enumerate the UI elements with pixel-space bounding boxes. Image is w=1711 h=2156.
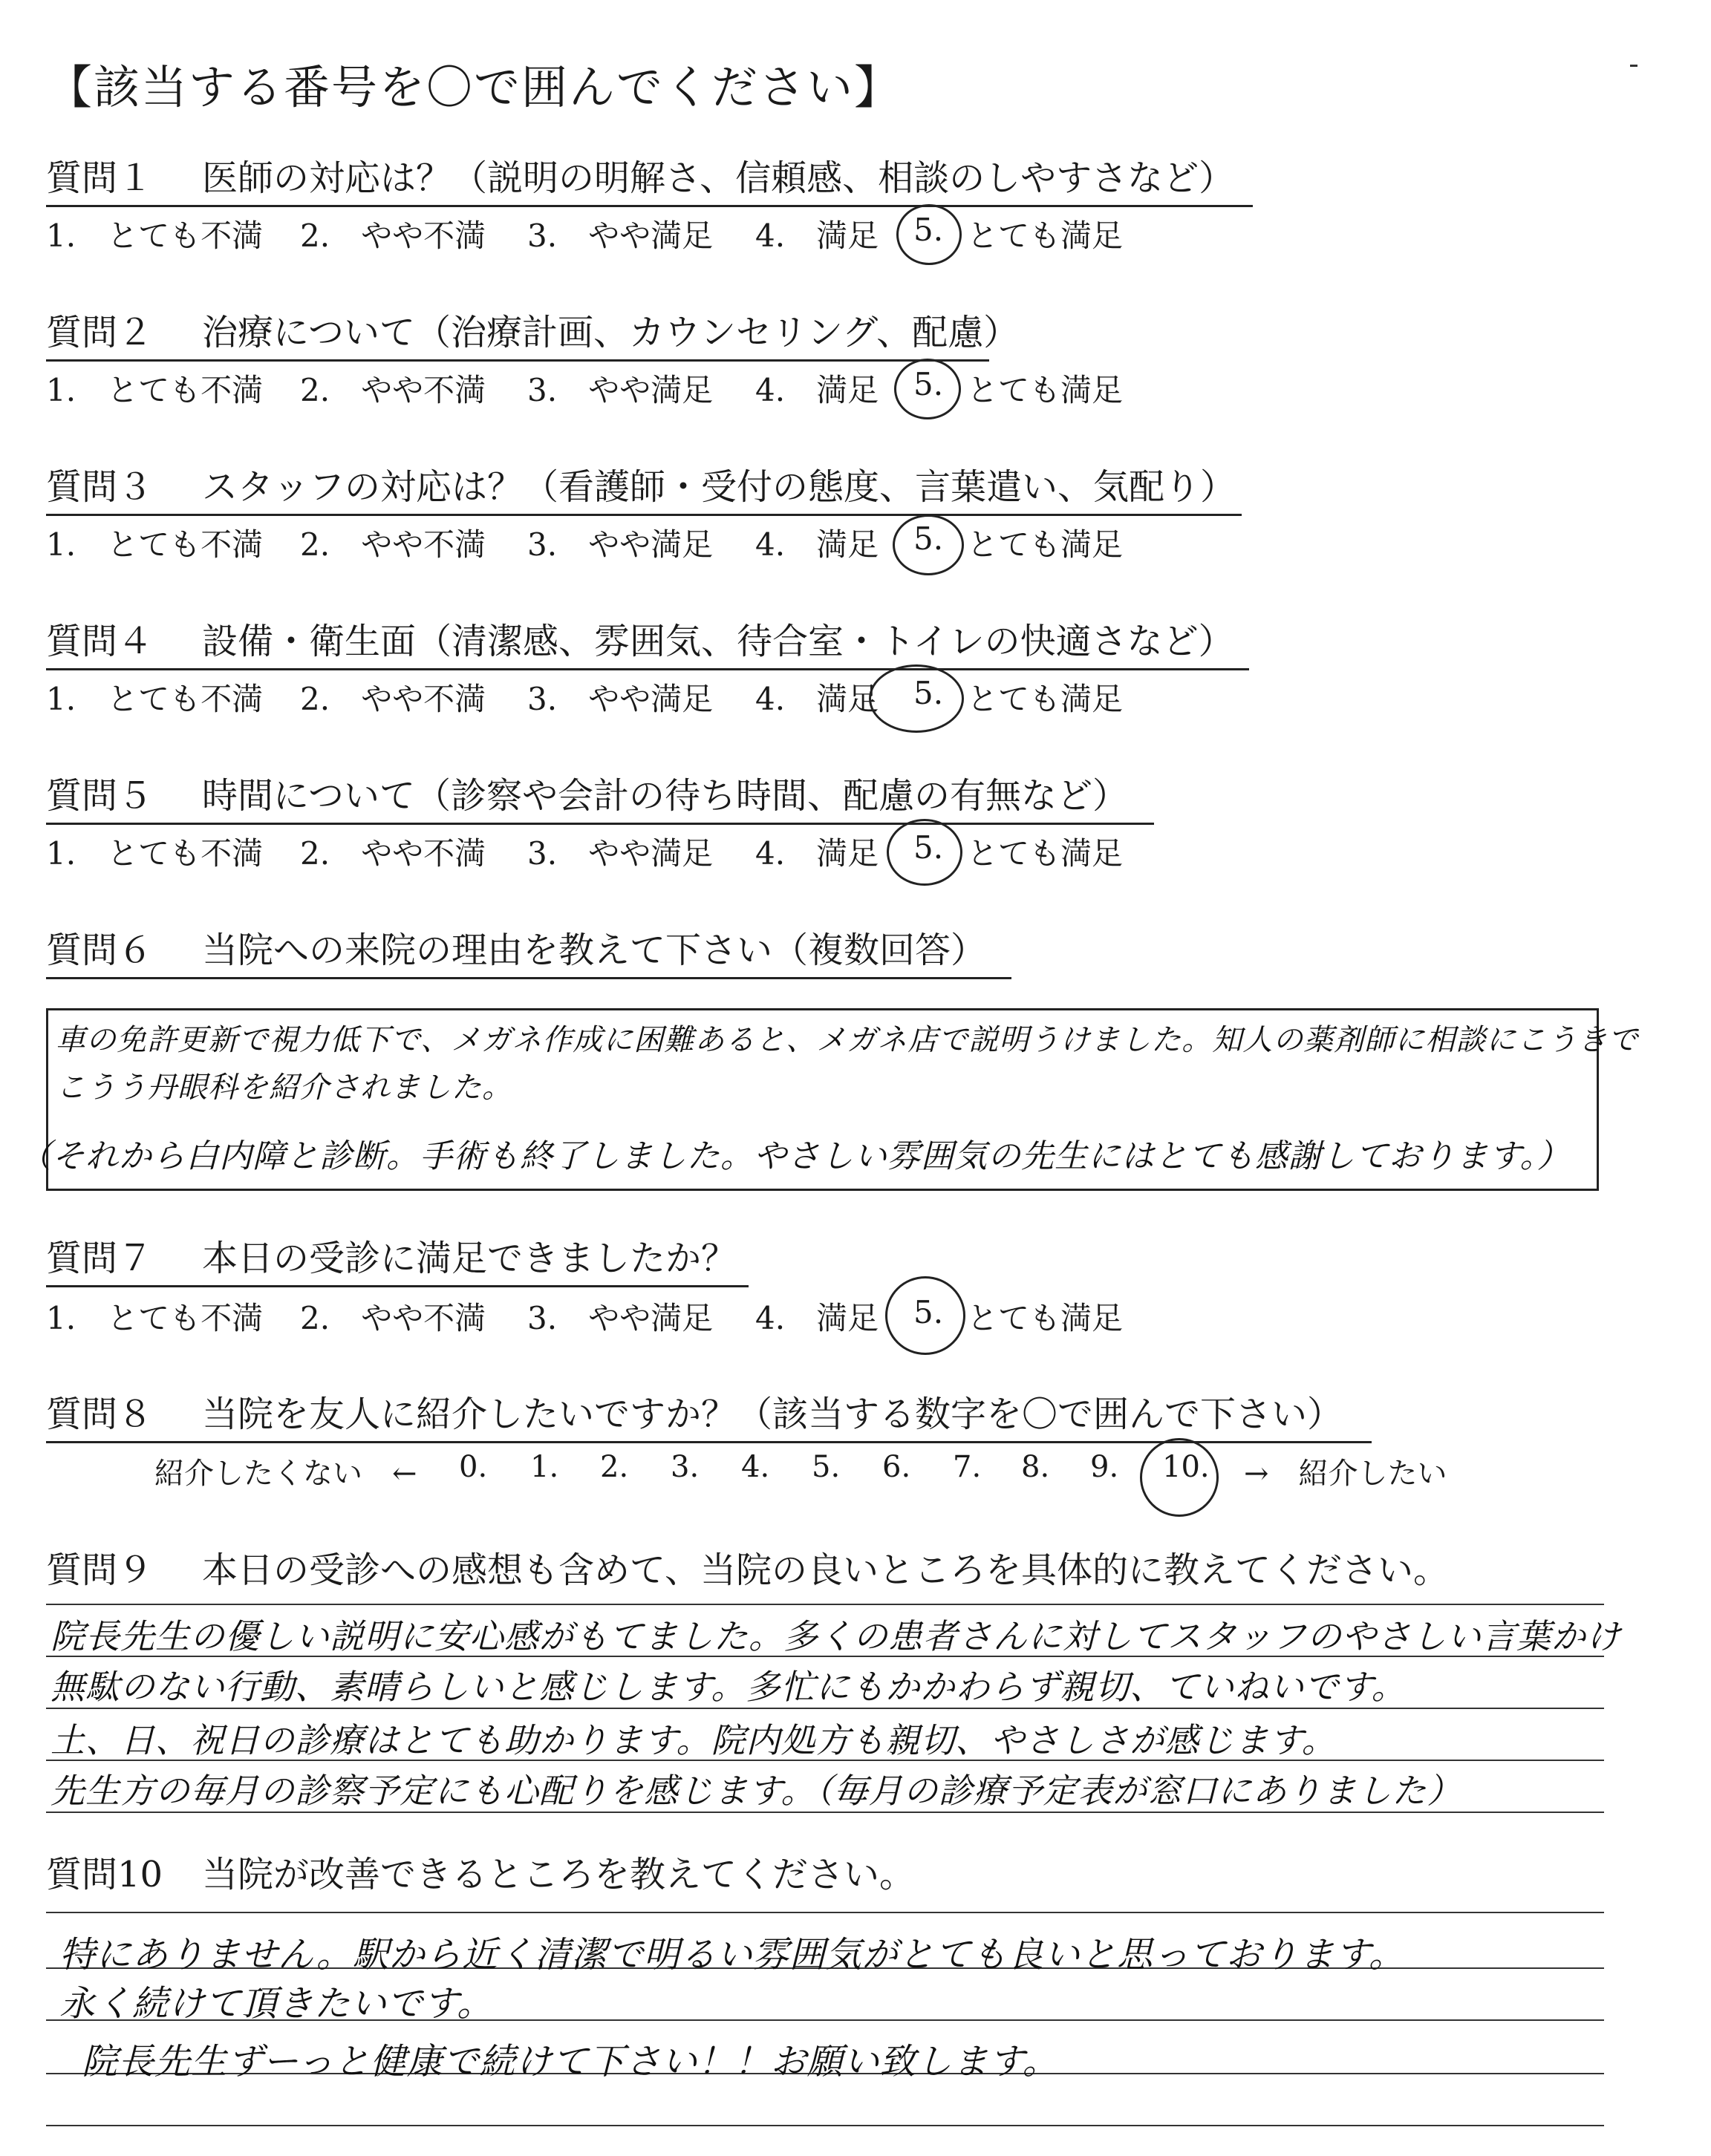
question-8 [46,1392,1372,1443]
q4-options [46,675,1160,719]
question-text: 本日の受診に満足できましたか？ [202,1238,737,1279]
handwritten-line: 院長先生の優しい説明に安心感がもてました。多くの患者さんに対してスタッフのやさしい言葉かけ [50,1616,1621,1656]
option-5[interactable]: 5. [913,520,944,557]
option-2[interactable]: 2. やや不満 [300,1300,486,1336]
question-number: 質問10 [46,1854,163,1895]
handwritten-line: 無駄のない行動、素晴らしいと感じします。多忙にもかかわらず親切、ていねいです。 [50,1667,1407,1707]
option-3[interactable]: 3. やや満足 [527,372,714,408]
q1-options [46,212,1160,256]
option-3[interactable]: 3. やや満足 [527,681,714,717]
scale-2[interactable]: 2. [600,1450,629,1484]
scale-9[interactable]: 9. [1090,1450,1119,1484]
scale-1[interactable]: 1. [530,1450,559,1484]
option-5-label: とても満足 [967,1300,1124,1336]
selection-circle [893,514,964,575]
question-text: 本日の受診への感想も含めて、当院の良いところを具体的に教えてください。 [202,1549,1450,1591]
scale-5[interactable]: 5. [812,1450,841,1484]
question-text: 当院が改善できるところを教えてください。 [202,1854,916,1895]
scale-4[interactable]: 4. [741,1450,770,1484]
option-5[interactable]: 5. [913,829,944,866]
option-4[interactable]: 4. 満足 [755,835,879,872]
selection-circle [1140,1438,1219,1517]
handwritten-line: 車の免許更新で視力低下で、メガネ作成に困難あると、メガネ店で説明うけました。知人の薬剤師に相談にこうきで [56,1023,1639,1057]
handwritten-line: 土、日、祝日の診療はとても助かります。院内処方も親切、やさしさが感じます。 [50,1720,1337,1760]
handwritten-line: 特にありません。駅から近く清潔で明るい雰囲気がとても良いと思っております。 [59,1934,1406,1976]
question-7 [46,1236,749,1287]
selection-circle [887,819,962,886]
question-text: 医師の対応は？（説明の明解さ、信頼感、相談のしやすさなど） [202,157,1235,199]
option-5-label: とても満足 [967,218,1124,254]
option-2[interactable]: 2. やや不満 [300,218,486,254]
option-2[interactable]: 2. やや不満 [300,835,486,872]
option-1[interactable]: 1. とても不満 [46,1300,264,1336]
handwritten-line: こうう丹眼科を紹介されました。 [56,1071,512,1105]
option-5-label: とても満足 [967,526,1124,563]
question-text: 当院を友人に紹介したいですか？（該当する数字を〇で囲んで下さい） [202,1394,1343,1435]
handwritten-line: （それから白内障と診断。手術も終了しました。やさしい雰囲気の先生にはとても感謝しております。） [19,1137,1571,1175]
scale-6[interactable]: 6. [882,1450,911,1484]
option-5[interactable]: 5. [913,675,944,711]
question-4 [46,619,1249,670]
option-3[interactable]: 3. やや満足 [527,218,714,254]
q3-options [46,520,1160,565]
scale-3[interactable]: 3. [671,1450,700,1484]
question-number: 質問８ [46,1394,154,1435]
selection-circle [894,359,961,419]
handwritten-line: 先生方の毎月の診察予定にも心配りを感じます。（毎月の診療予定表が窓口にありました） [50,1771,1462,1811]
option-5[interactable]: 5. [913,212,944,248]
q5-options [46,829,1160,874]
option-1[interactable]: 1. とても不満 [46,835,264,872]
question-number: 質問４ [46,621,154,662]
question-number: 質問２ [46,312,154,353]
ruled-line [46,1604,1604,1605]
question-1 [46,156,1253,207]
option-4[interactable]: 4. 満足 [755,372,879,408]
selection-circle [869,664,964,733]
option-1[interactable]: 1. とても不満 [46,681,264,717]
option-5[interactable]: 5. [913,1294,944,1330]
q7-options [46,1294,1160,1339]
option-5-label: とても満足 [967,681,1124,717]
scale-7[interactable]: 7. [953,1450,982,1484]
option-5-label: とても満足 [967,835,1124,872]
question-text: 当院への来院の理由を教えて下さい（複数回答） [202,930,987,971]
option-3[interactable]: 3. やや満足 [527,1300,714,1336]
option-3[interactable]: 3. やや満足 [527,835,714,872]
scale-left-label: 紹介したくない ← [154,1457,417,1491]
ruled-line [46,2125,1604,2126]
question-text: 設備・衛生面（清潔感、雰囲気、待合室・トイレの快適さなど） [202,621,1234,662]
question-9 [46,1548,1449,1597]
q2-options [46,366,1160,411]
question-5 [46,774,1154,825]
question-text: 時間について（診察や会計の待ち時間、配慮の有無など） [202,775,1129,817]
question-number: 質問９ [46,1549,154,1591]
question-number: 質問６ [46,930,154,971]
question-number: 質問３ [46,466,154,508]
option-4[interactable]: 4. 満足 [755,1300,879,1336]
question-text: スタッフの対応は？（看護師・受付の態度、言葉遣い、気配り） [202,466,1236,508]
option-4[interactable]: 4. 満足 [755,218,879,254]
question-6 [46,928,1011,979]
selection-circle [885,1276,965,1355]
option-2[interactable]: 2. やや不満 [300,681,486,717]
question-number: 質問５ [46,775,154,817]
scale-8[interactable]: 8. [1021,1450,1050,1484]
question-3 [46,465,1242,516]
scan-mark [1630,65,1637,67]
page-header: 【該当する番号を〇で囲んでください】 [46,60,902,114]
option-2[interactable]: 2. やや不満 [300,372,486,408]
question-number: 質問７ [46,1238,154,1279]
option-1[interactable]: 1. とても不満 [46,372,264,408]
option-1[interactable]: 1. とても不満 [46,526,264,563]
option-4[interactable]: 4. 満足 [755,681,879,717]
option-5-label: とても満足 [967,372,1124,408]
question-10 [46,1852,915,1901]
option-2[interactable]: 2. やや不満 [300,526,486,563]
q6-answer-box[interactable] [19,1008,1639,1191]
question-number: 質問１ [46,157,154,199]
option-4[interactable]: 4. 満足 [755,526,879,563]
scale-10[interactable]: 10. [1162,1450,1210,1484]
handwritten-line: 院長先生ずーっと健康で続けて下さい！！お願い致します。 [82,2041,1059,2082]
option-3[interactable]: 3. やや満足 [527,526,714,563]
option-5[interactable]: 5. [913,366,944,402]
q8-scale [0,1450,1711,1502]
ruled-line [46,1912,1604,1913]
handwritten-line: 永く続けて頂きたいです。 [59,1983,494,2025]
question-2 [46,310,1020,362]
scale-right-label: → 紹介したい [1244,1457,1447,1491]
selection-circle [896,204,962,265]
option-1[interactable]: 1. とても不満 [46,218,264,254]
question-text: 治療について（治療計画、カウンセリング、配慮） [202,312,1020,353]
scale-0[interactable]: 0. [459,1450,488,1484]
